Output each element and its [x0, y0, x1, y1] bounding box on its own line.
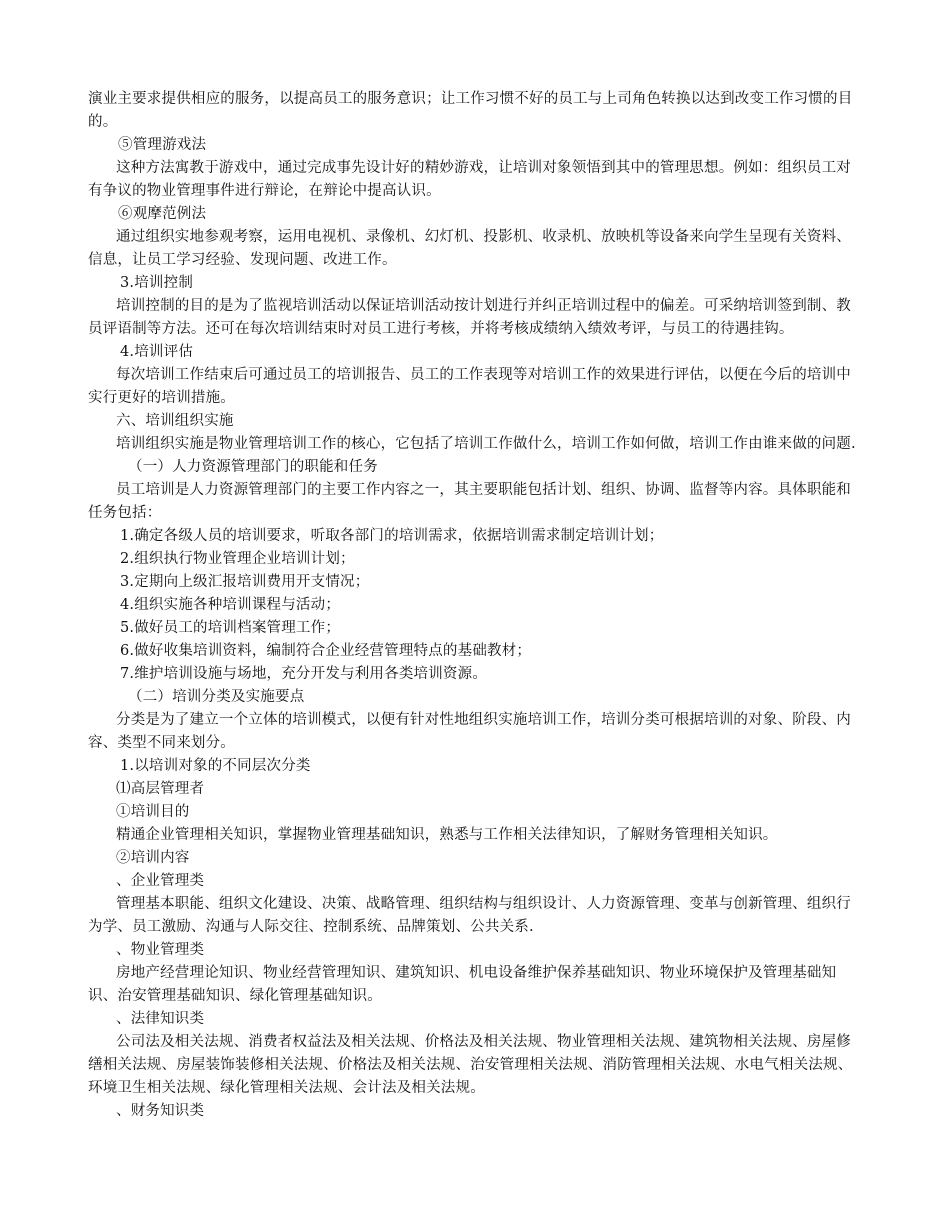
document-paragraph: 、法律知识类: [116, 1011, 205, 1027]
document-paragraph: 精通企业管理相关知识，掌握物业管理基础知识，熟悉与工作相关法律知识，了解财务管理相关知识。: [116, 827, 778, 843]
document-paragraph: 2.组织执行物业管理企业培训计划；: [120, 551, 355, 567]
document-paragraph: 1.确定各级人员的培训要求，听取各部门的培训需求，依据培训需求制定培训计划；: [120, 528, 664, 544]
document-paragraph: 员工培训是人力资源管理部门的主要工作内容之一，其主要职能包括计划、组织、协调、监督等内容。具体职能和任务包括：: [88, 482, 851, 521]
document-paragraph: 培训组织实施是物业管理培训工作的核心，它包括了培训工作做什么，培训工作如何做，培训工作由谁来做的问题.: [116, 436, 856, 452]
document-paragraph: 、财务知识类: [116, 1103, 205, 1119]
document-paragraph: 六、培训组织实施: [116, 413, 234, 429]
document-paragraph: （一）人力资源管理部门的职能和任务: [128, 459, 378, 475]
document-paragraph: 7.维护培训设施与场地，充分开发与利用各类培训资源。: [120, 666, 488, 682]
document-paragraph: 3.培训控制: [120, 275, 194, 291]
document-paragraph: ⑤管理游戏法: [118, 137, 207, 153]
document-paragraph: 4.培训评估: [120, 344, 194, 360]
document-paragraph: 通过组织实地参观考察，运用电视机、录像机、幻灯机、投影机、收录机、放映机等设备来向学生呈现有关资料、信息，让员工学习经验、发现问题、改进工作。: [88, 229, 851, 268]
document-paragraph: 、物业管理类: [116, 942, 205, 958]
document-paragraph: 3.定期向上级汇报培训费用开支情况；: [120, 574, 370, 590]
document-paragraph: 演业主要求提供相应的服务，以提高员工的服务意识；让工作习惯不好的员工与上司角色转换以达到改变工作习惯的目的。: [88, 91, 853, 130]
document-paragraph: 这种方法寓教于游戏中，通过完成事先设计好的精妙游戏，让培训对象领悟到其中的管理思想。例如：组织员工对有争议的物业管理事件进行辩论，在辩论中提高认识。: [88, 160, 851, 199]
document-paragraph: 6.做好收集培训资料，编制符合企业经营管理特点的基础教材；: [120, 643, 532, 659]
document-paragraph: 5.做好员工的培训档案管理工作；: [120, 620, 341, 636]
document-paragraph: 管理基本职能、组织文化建设、决策、战略管理、组织结构与组织设计、人力资源管理、变革与创新管理、组织行为学、员工激励、沟通与人际交往、控制系统、品牌策划、公共关系.: [88, 896, 851, 935]
document-paragraph: 1.以培训对象的不同层次分类: [120, 758, 311, 774]
document-paragraph: 每次培训工作结束后可通过员工的培训报告、员工的工作表现等对培训工作的效果进行评估，以便在今后的培训中实行更好的培训措施。: [88, 367, 851, 406]
document-paragraph: （二）培训分类及实施要点: [128, 689, 305, 705]
document-paragraph: 公司法及相关法规、消费者权益法及相关法规、价格法及相关法规、物业管理相关法规、建筑物相关法规、房屋修缮相关法规、房屋装饰装修相关法规、价格法及相关法规、治安管理相关法规、消防管理相关法规、水电气相关法规、环境卫生相关法规、绿化管理相关法规、会计法及相关法规。: [88, 1034, 853, 1096]
document-paragraph: 、企业管理类: [116, 873, 205, 889]
document-paragraph: 4.组织实施各种培训课程与活动；: [120, 597, 341, 613]
document-paragraph: ①培训目的: [116, 804, 190, 820]
document-paragraph: ②培训内容: [116, 850, 190, 866]
document-paragraph: 培训控制的目的是为了监视培训活动以保证培训活动按计划进行并纠正培训过程中的偏差。可采纳培训签到制、教员评语制等方法。还可在每次培训结束时对员工进行考核，并将考核成绩纳入绩效考评，与员工的待遇挂钩。: [88, 298, 851, 337]
document-paragraph: ⑥观摩范例法: [118, 206, 207, 222]
document-paragraph: ⑴高层管理者: [116, 781, 205, 797]
document-paragraph: 分类是为了建立一个立体的培训模式，以便有针对性地组织实施培训工作，培训分类可根据培训的对象、阶段、内容、类型不同来划分。: [88, 712, 851, 751]
document-paragraph: 房地产经营理论知识、物业经营管理知识、建筑知识、机电设备维护保养基础知识、物业环境保护及管理基础知识、治安管理基础知识、绿化管理基础知识。: [88, 965, 837, 1004]
